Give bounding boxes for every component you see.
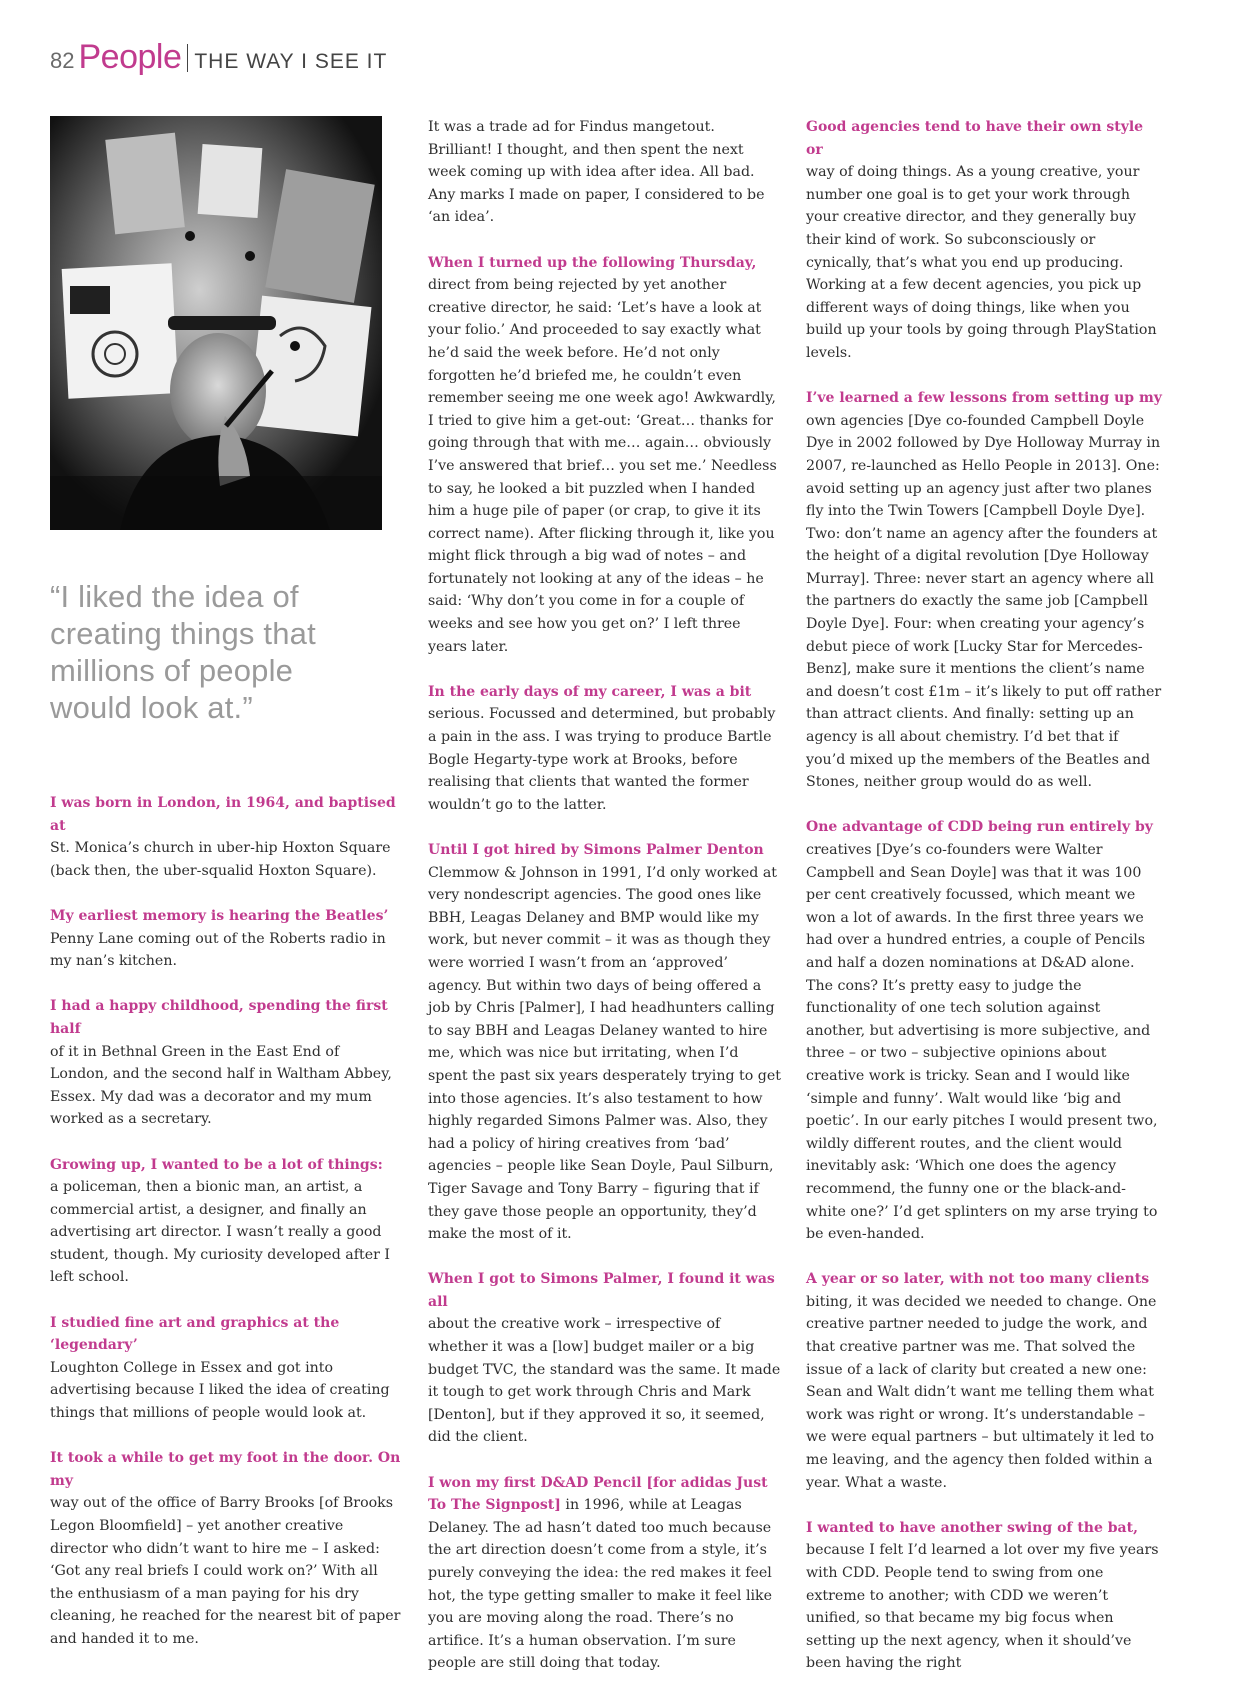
article-column-1 <box>50 116 402 1673</box>
paragraph-body: direct from being rejected by yet another creative director, he said: ‘Let’s have a look at your folio.’ And proceeded to say exactly what he’d said the week before. He’d not only forgotten he’d briefed me, he couldn’t even remember seeing me one week ago! Awkwardly, I tried to give him a get-out: ‘Great… thanks for going through that with me… again… obviously I’ve answered that brief… you set me.’ Needless to say, he looked a bit puzzled when I handed him a huge pile of paper (or crap, to give it its correct name). After flicking through it, like you might flick through a big wad of notes – and fortunately not looking at any of the ideas – he said: ‘Why don’t you come in for a couple of weeks and see how you get on?’ I left three years later. <box>428 277 777 655</box>
paragraph <box>806 1517 1162 1675</box>
paragraph-lead: I was born in London, in 1964, and baptised at <box>50 795 396 834</box>
paragraph <box>50 792 402 882</box>
column-name: THE WAY I SEE IT <box>194 50 388 73</box>
paragraph-lead: I wanted to have another swing of the bat, <box>806 1519 1138 1536</box>
paragraph <box>428 252 782 659</box>
paragraph <box>50 1312 402 1425</box>
paragraph-body: Clemmow & Johnson in 1991, I’d only worked at very nondescript agencies. The good ones like BBH, Leagas Delaney and BMP would like my work, but never commit – it was as though they were worried I wasn’t from an ‘approved’ agency. But within two days of being offered a job by Chris [Palmer], I had headhunters calling to say BBH and Leagas Delaney wanted to hire me, which was nice but irritating, when I’d spent the past six years desperately trying to get into those agencies. It’s also testament to how highly regarded Simons Palmer was. Also, they had a policy of hiring creatives from ‘bad’ agencies – people like Sean Doyle, Paul Silburn, Tiger Savage and Tony Barry – figuring that if they gave those people an opportunity, they’d make the most of it. <box>428 864 781 1243</box>
section-title: People <box>78 38 182 76</box>
paragraph-body: in 1996, while at Leagas Delaney. The ad hasn’t dated too much because the art direction doesn’t come from a style, it’s purely conveying the idea: the red makes it feel hot, the type getting smaller to make it feel like you are moving along the road. There’s no artifice. It’s a human observation. I’m sure people are still doing that today. <box>428 1497 773 1672</box>
page-number: 82 <box>50 48 75 73</box>
paragraph-lead: When I turned up the following Thursday, <box>428 254 757 271</box>
paragraph <box>428 1268 782 1449</box>
paragraph <box>806 387 1162 794</box>
paragraph <box>50 1447 402 1650</box>
paragraph <box>806 816 1162 1245</box>
paragraph-lead: One advantage of CDD being run entirely by <box>806 819 1153 836</box>
paragraph-lead: In the early days of my career, I was a bit <box>428 683 752 700</box>
paragraph-lead: Good agencies tend to have their own style or <box>806 119 1144 158</box>
article-column-2 <box>428 116 782 1698</box>
paragraph-lead: Growing up, I wanted to be a lot of things: <box>50 1156 383 1173</box>
paragraph-body: serious. Focussed and determined, but probably a pain in the ass. I was trying to produce Bartle Bogle Hegarty-type work at Brooks, before realising that clients that wanted the former wouldn’t go to the latter. <box>428 706 776 813</box>
paragraph <box>50 995 402 1131</box>
paragraph-body: own agencies [Dye co-founded Campbell Doyle Dye in 2002 followed by Dye Holloway Murray in 2007, re-launched as Hello People in 2013]. One: avoid setting up an agency just after two planes fly into the Twin Towers [Campbell Doyle Dye]. Two: don’t name an agency after the founders at the height of a digital revolution [Dye Holloway Murray]. Three: never start an agency where all the partners do exactly the same job [Campbell Doyle Dye]. Four: when creating your agency’s debut piece of work [Lucky Star for Mercedes-Benz], make sure it mentions the client’s name and doesn’t cost £1m – it’s likely to put off rather than attract clients. And finally: setting up an agency is all about chemistry. I’d bet that if you’d mixed up the members of the Beatles and Stones, neither group would do as well. <box>806 412 1162 791</box>
paragraph <box>428 839 782 1246</box>
paragraph <box>428 116 782 229</box>
paragraph <box>428 1472 782 1675</box>
header-divider <box>187 44 188 72</box>
paragraph-body: It was a trade ad for Findus mangetout. Brilliant! I thought, and then spent the next week coming up with idea after idea. All bad. Any marks I made on paper, I considered to be ‘an idea’. <box>428 119 765 226</box>
paragraph-body: biting, it was decided we needed to change. One creative partner needed to judge the work, and that creative partner was me. That solved the issue of a lack of clarity but created a new one: Sean and Walt didn’t want me telling them what work was right or wrong. It’s understandable – we were equal partners – but ultimately it led to me leaving, and the agency then folded within a year. What a waste. <box>806 1293 1157 1491</box>
paragraph-body: way of doing things. As a young creative, your number one goal is to get your work through your creative director, and they generally buy their kind of work. So subconsciously or cynically, that’s what you end up producing. Working at a few decent agencies, you pick up different ways of doing things, like when you build up your tools by going through PlayStation levels. <box>806 164 1157 361</box>
paragraph-lead: A year or so later, with not too many clients <box>806 1271 1150 1288</box>
paragraph-body: way out of the office of Barry Brooks [of Brooks Legon Bloomfield] – yet another creative director who didn’t want to hire me – I asked: ‘Got any real briefs I could work on?’ With all the enthusiasm of a man paying for his dry cleaning, he reached for the nearest bit of paper and handed it to me. <box>50 1495 401 1647</box>
portrait-photo <box>50 116 382 530</box>
paragraph-lead: I’ve learned a few lessons from setting up my <box>806 390 1162 407</box>
paragraph <box>50 905 402 973</box>
paragraph-lead: When I got to Simons Palmer, I found it was all <box>428 1271 775 1310</box>
paragraph <box>50 1154 402 1290</box>
paragraph-lead: It took a while to get my foot in the door. On my <box>50 1450 401 1489</box>
paragraph-body: because I felt I’d learned a lot over my five years with CDD. People tend to swing from one extreme to another; with CDD we weren’t unified, so that became my big focus when setting up the next agency, when it should’ve been having the right <box>806 1542 1159 1672</box>
paragraph-body: St. Monica’s church in uber-hip Hoxton Square (back then, the uber-squalid Hoxton Square). <box>50 840 391 879</box>
paragraph <box>806 116 1162 365</box>
paragraph-body: Penny Lane coming out of the Roberts radio in my nan’s kitchen. <box>50 930 386 970</box>
paragraph-body: about the creative work – irrespective of whether it was a [low] budget mailer or a big budget TVC, the standard was the same. It made it tough to get work through Chris and Mark [Denton], but if they approved it so, it seemed, did the client. <box>428 1316 781 1446</box>
paragraph-lead: Until I got hired by Simons Palmer Denton <box>428 842 764 858</box>
article-column-3 <box>806 116 1162 1698</box>
page-header <box>50 38 387 82</box>
paragraph <box>806 1268 1162 1494</box>
pull-quote: “I liked the idea of creating things that millions of people would look at.” <box>50 579 316 725</box>
portrait-illustration <box>50 116 382 530</box>
paragraph-body: of it in Bethnal Green in the East End of London, and the second half in Waltham Abbey, Essex. My dad was a decorator and my mum worked as a secretary. <box>50 1043 392 1128</box>
paragraph-body: Loughton College in Essex and got into advertising because I liked the idea of creating things that millions of people would look at. <box>50 1359 390 1422</box>
paragraph-body: creatives [Dye’s co-founders were Walter Campbell and Sean Doyle] was that it was 100 per cent creatively focussed, which meant we won a lot of awards. In the first three years we had over a hundred entries, a couple of Pencils and half a dozen nominations at D&AD alone. The cons? It’s pretty easy to judge the functionality of one tech solution against another, but advertising is more subjective, and three – or two – subjective opinions about creative work is tricky. Sean and I would like ‘simple and funny’. Walt would like ‘big and poetic’. In our early pitches I would present two, wildly different routes, and the client would inevitably ask: ‘Which one does the agency recommend, the funny one or the black-and-white one?’ I’d get splinters on my arse trying to be even-handed. <box>806 842 1158 1243</box>
paragraph-body: a policeman, then a bionic man, an artist, a commercial artist, a designer, and finally an advertising art director. I wasn’t really a good student, though. My curiosity developed after I left school. <box>50 1179 390 1286</box>
paragraph-lead: I had a happy childhood, spending the first half <box>50 998 388 1037</box>
paragraph-lead: My earliest memory is hearing the Beatles’ <box>50 907 389 924</box>
paragraph-lead: I won my first D&AD Pencil [for adidas Just To The Signpost] <box>428 1474 768 1514</box>
paragraph-lead: I studied fine art and graphics at the ‘legendary’ <box>50 1314 340 1354</box>
paragraph <box>428 681 782 817</box>
